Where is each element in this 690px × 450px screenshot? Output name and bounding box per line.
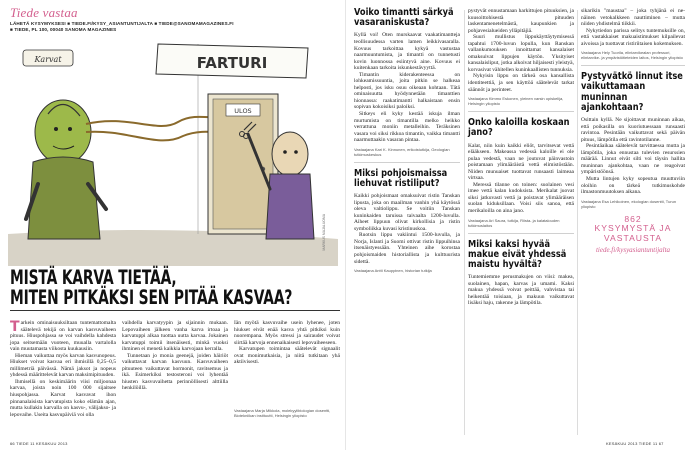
main-article-column-2 [122,320,228,392]
promo-count: 862 [624,213,642,224]
question-headline-birds: Pystyvätkö linnut itse vaikuttamaan muninnan ajankohtaan? [581,71,683,113]
paragraph: sikarikin "maustaa" – joka tyhjänä ei ne-näinen vetokalkkeen nauttiminen – mutta niiden yhdistelmä tiikkii. [581,8,685,28]
submission-line-2: ■ TIEDE, PL 100, 00040 SANOMA MAGAZINES [10,27,117,32]
sign-farturi [156,44,308,78]
main-article-column-3 [234,320,340,366]
paragraph: Timantin kiderakenteessa on lohkeamissuuntia, joita pitkin se halkeaa helposti, jos isku osuu oikeaan kohtaan. Tätä ominaisuutta hyödynnetään timanttien hionnassa: raakatimantti halkaistaan ensin sopivan kokoisiksi paloiksi. [354,71,460,111]
paragraph: Tunnetaan jo monia geenejä, joiden häiriöt vaikuttavat karvan kasvuun. Kasvuvaiheen pituuteen vaikuttavat hormonit, ravitsemus ja ikä. Esimerkiksi testosteroni voi lyhentää hiusten kasvuvaihetta perinnöllisesti alttiilla henkilöillä. [122,352,228,392]
paragraph: Ruotsin lippu vakiintui 1500-luvulla, ja Norja, Islanti ja Suomi ottivat ristin lippuihinsa itsenäistyessään. Yhteinen aihe korostaa pohjoismaiden historiallista ja kulttuurista sidettä. [354,232,460,265]
answerer-credit: Vastaajana Esa Lehikoinen, ekologian dosentti, Turun yliopisto [581,198,677,209]
paragraph: Pesintäaikaa säätelevät tarvittaessa mutta ja lämpötila, joka ennustaa tulevien resurssien määrää. Linnut eivät silti voi täysin hallita muninnan ajankohtaa, vaan ne reagoivat ympäristöönsä. [581,143,685,176]
main-headline [10,266,293,309]
question-headline-fish: Onko kaloilla koskaan jano? [468,117,570,139]
submission-info [10,21,340,33]
separator [468,111,574,112]
separator [581,65,685,66]
sign-karvat [23,50,73,66]
cartoon-illustration [8,34,338,266]
paragraph: Nykyisin lippu on tärkeä osa kansallista identiteettiä, ja sen käyttöä säätelevät tarkat säännöt ja perinteet. [468,73,574,93]
illustration-credit: MARKUS MAJALUOMA [322,214,326,251]
question-headline-diamond: Voiko timantti särkyä vasaraniskusta? [354,7,454,29]
paragraph: Meressä tilanne on toinen: suolainen vesi imee vettä kalan kudoksista. Merikalat juovat siksi jatkuvasti vettä ja poistavat ylimääräisen suolan kiduksillaan. Voisi siis sanoa, että merikaloilla on aina jano. [468,181,574,214]
promo-box [581,215,685,244]
column-divider [577,10,578,435]
paragraph: Ihmisellä on keskimäärin viisi miljoonaa karvaa, joista noin 100 000 sijaitsee hiuspohjassa. Karvat kasvavat ihon pinnanalaisista karvatupista koko elämän ajan, mutta kullakin karvalla on kasvu-, välijakso- ja lepovaihe. Useita kasvupäiviä voi olla [10,378,116,418]
paragraph: Osittain kyllä. Ne sijoittavat muninnan aikaa, että poikasilla on kuoriutuessaan runsaasti ravintoa. Pesintään vaikuttavat sekä päivän pituus, lämpötila että ravintotilanne. [581,117,685,143]
sign-karvat-label: Karvat [34,55,62,64]
paragraph: Tarkein ominaisuuksiltaan tuntemattomalta säätelevä tekijä on karvan kasvuvaiheen pituus. Hiuspohjassa se voi vaihdella kahdesta jopa seitsemään vuoteen, muualla vartalolla vain muutamasta viikosta kuukausiin. [10,319,116,353]
paragraph: Mutta lintujen kyky sopeutua muuttuviin oloihin on tärkeä tutkimuskohde ilmastonmuutoksen aikana. [581,176,685,196]
paragraph: pystyvät ennustamaan harkittujen pituuksien, ja kuusoittohisestä pituuden laskentamenetelmästä, kaupunkien ja pohjavesialueiden ylläpitäjiä. [468,8,574,34]
separator [468,233,574,234]
paragraph: Iän myötä kasvuvaihe usein lyhenee, joten hiukset eivät enää kasva yhtä pitkiksi kuin nuorempana. Myös stressi ja sairaudet voivat siirtää karvoja ennenaikaisesti lepovaiheeseen. [234,320,340,346]
answerer-credit: Vastaajana Ari Saura, tutkija, Riista- ja kalatalouden tutkimuslaitos [468,217,560,228]
qa-column-1 [354,8,460,273]
answerer-credit: Vastaajana Antti Kauppinen, historian tutkija [354,268,432,274]
paragraph: Kyllä voi! Oten murskaavat vaakatimantteja teollisuudessa varten lamen leikkivasaralla. Kovuus tarkoittaa kykyä vastustaa naarmuuntumista, ja timantti on tunnetusti kovin luonnossa esiintyvä aine. Kovuus ei kuitenkaan tarkoita iskunkestävyyttä. [354,32,460,72]
promo-link[interactable]: tiede.fi/kysyasiantuntijalta [595,246,671,255]
answerer-credit: Vastaajana Kari K. Kinnunen, erikoistutkija, Geologian tutkimuskeskus [354,146,450,157]
question-headline-taste: Miksi kaksi hyvää makue eivät yhdessä maistu hyvältä? [468,238,567,270]
sign-ulos [226,104,260,116]
drop-cap: T [10,319,20,335]
paragraph: vaihdella karvatyypin ja sijainnin mukaan. Lepovaiheen jälkeen vanha karva irtoaa ja karvatuppi alkaa tuottaa uutta karvaa. Jokainen karvatuppi toimii itsenäisesti, minkä vuoksi ihminen ei menetä kaikkia karvojaan kerralla. [122,320,228,353]
paragraph: Karvatupen toimintaa säätelevät signaalit ovat monimutkaisia, ja niitä tutkitaan yhä aktiivisesti. [234,346,340,366]
qa-column-2 [468,8,574,307]
paragraph: Hieman vaikuttaa myös karvan kasvunopeus. Hiukset voivat kasvaa eri ihmisillä 0,25–0,5 millimetriä päivässä. Nämä jaksot ja nopeus yhdessä määrittelevät karvan maksimipituuden. [10,352,116,379]
headline-line-2: MITEN PITKÄKSI SEN PITÄÄ KASVAA? [10,285,293,309]
paragraph: Nykytiedon parissa selitys tuntemuksille on, että vastakkaiset makuaistimukset kilpailevat aivoissa ja tuottavat ristiriitaisen kokemuksen. [581,27,685,47]
headline-line-1: MISTÄ KARVA TIETÄÄ, [10,266,177,289]
page-footer-right: KESÄKUU 2013 TIEDE 11 67 [606,441,664,446]
answerer-credit: Vastaajana Marja Mikkola, molekyylibiologian dosentti, Biotekniikan instituutti, Helsingin yliopisto [234,408,331,418]
submission-line-1: LÄHETÄ KYSYMYKSESI ■ TIEDE.FI/KYSY_ASIANTUNTIJALTA ■ TIEDE@SANOMAMAGAZINES.FI [10,21,234,26]
question-headline-flags: Miksi pohjoismaissa liehuvat ristiliput? [354,167,448,189]
paragraph: Sitkeys eli kyky kestää iskuja ilman murtumista on timantilla melko heikko verrattuna moniin metalleihin. Teräksinen vasara voi siksi rikkoa timantin, vaikka timantti naarmuttaakin vasaran pintaa. [354,110,460,144]
separator [354,162,460,163]
paragraph: Suuri mullistus lippukäyttäytymisessä tapahtui 1700-luvun lopulla, kun Ranskan vallankumouksen innoittamat kansalaiset omaksuivat lippujen käytön. Yksityiset kansalaisliput, jotka alkoivat hiljaisesti yleistyä, korvasivat vähitellen kuninkaallisten tunnuksia. [468,34,574,73]
qa-column-3 [581,8,685,254]
sign-farturi-label: FARTURI [196,54,268,72]
column-divider [464,10,465,435]
right-page [345,0,690,450]
paragraph: Kaikki pohjoismaat omaksuivat ristin Tanskan lipusta, joka on maailman vanhin yhä käytössä oleva valtiolippu. Se voitiin Tanskan kuninkaiden taruissa taivaalta 1200-luvulla. Aiheet lippuun olivat kirkollisia ja ristin symboliikka kuvasi kristinuskoa. [354,193,460,232]
answerer-credit: Vastaajana Hely Tuorila, elintarvikealan professori, elintarvike- ja ympäristötieteiden laitos, Helsingin yliopisto [581,50,683,61]
page-footer-left: 66 TIEDE 11 KESÄKUU 2013 [10,441,68,446]
paragraph: Kalat, niin kuin kaikki eliöt, tarvitsevat vettä elääkseen. Makeassa vedessä kaloille ei ole pulaa vedestä, vaan ne joutuvat päinvastoin poistamaan ylimääräistä vettä elimistöstään. Niiden munuaiset tuottavat runsaasti laimeaa virtsaa. [468,142,574,182]
section-title: Tiede vastaa [10,5,78,20]
sign-ulos-label: ULOS [234,107,252,115]
promo-label-2: VASTAUSTA [603,232,663,243]
paragraph: Tuntemiemme perusmakujen on viisi: makea, suolainen, hapan, karvas ja umami. Kaksi makua yhdessä voivat peittää, vahvistaa tai heikentää toisiaan, ja makuun vaikuttavat lisäksi haju, rakenne ja lämpötila. [468,274,574,307]
promo-label-1: KYSYMYSTÄ JA [594,223,672,234]
main-article-column-1 [10,320,116,418]
headline-divider [10,310,340,311]
answerer-credit: Vastaajana Kimmo Eskonen, yleinen varsin opiskelija, Helsingin yliopisto [468,96,564,107]
